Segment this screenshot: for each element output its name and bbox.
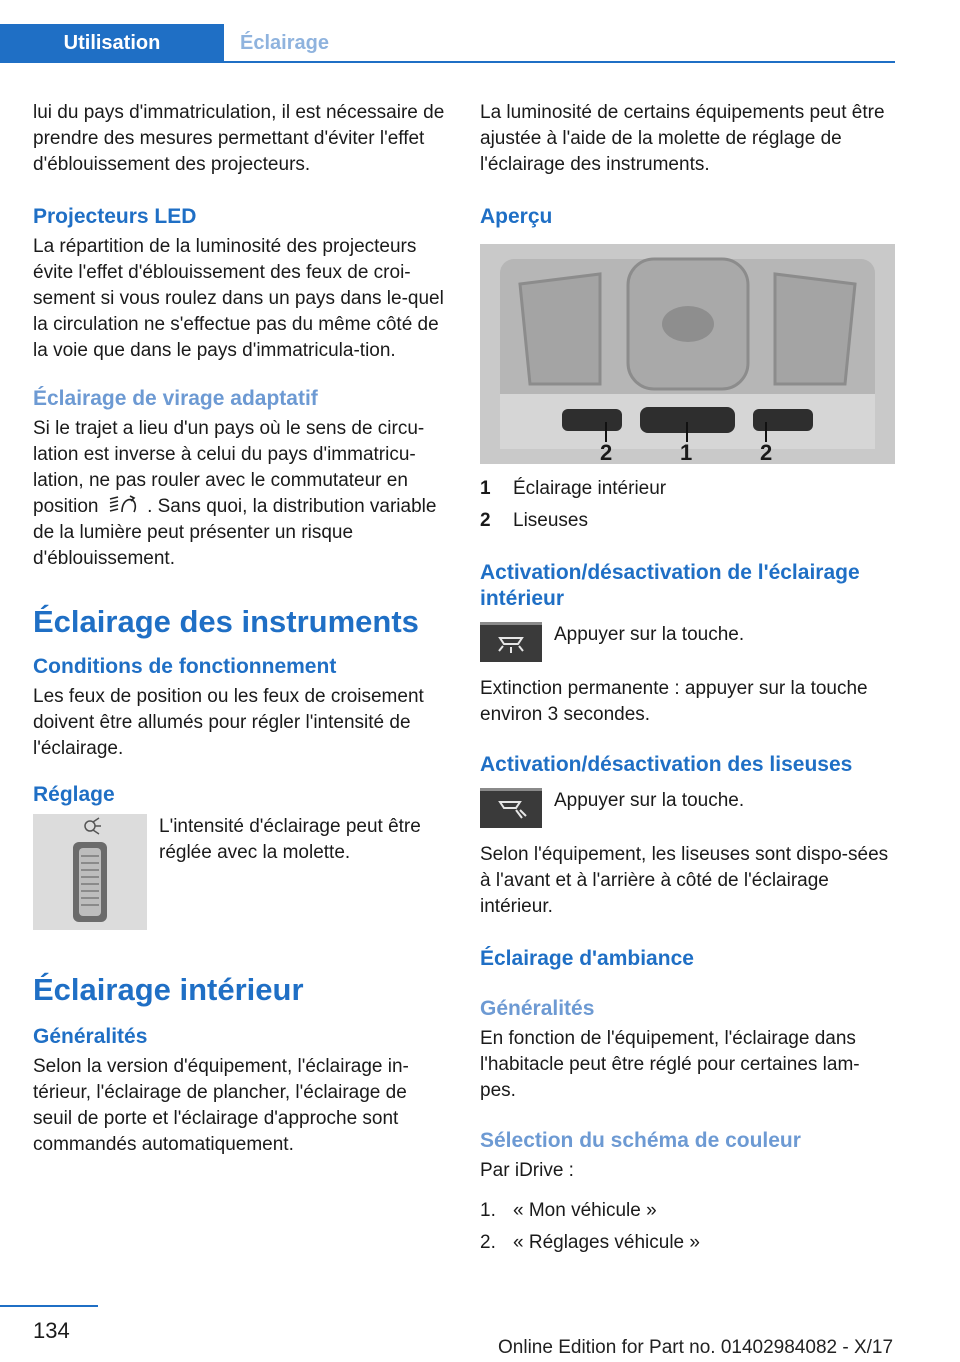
virage-text-after: . Sans quoi, la distribution variable de la lumière peut présenter un risque d'éblouissement. [33,496,437,569]
list-item [480,1230,895,1256]
schema-paragraph: Par iDrive : [480,1160,574,1181]
conditions-paragraph: Les feux de position ou les feux de croisement doivent être allumés pour régler l'intensité de l'éclairage. [33,686,424,759]
ambiance-title: Éclairage d'ambiance [480,947,694,970]
virage-text-before: Si le trajet a lieu d'un pays où le sens de circu-lation est inverse à celui du pays d'immatricu-lation, ne pas rouler avec le commutateur en position [33,418,425,517]
section-virage-title: Éclairage de virage adaptatif [33,387,318,410]
figure-label-1: 1 [680,440,693,465]
reglage-paragraph: L'intensité d'éclairage peut être réglée avec la molette. [159,816,421,863]
reglage-block [33,814,448,930]
schema-title: Sélection du schéma de couleur [480,1129,801,1152]
left-column [33,100,448,1158]
reglage-title: Réglage [33,783,115,806]
legend-item [480,508,895,534]
apercu-title: Aperçu [480,205,553,228]
watermark: Seite 134 [600,1320,643,1331]
brightness-paragraph: La luminosité de certains équipements peut être ajustée à l'aide de la molette de réglage de l'éclairage des instruments. [480,102,885,175]
ceiling-console-figure [480,244,895,464]
interior-light-button-icon [480,622,542,662]
list-text: « Mon véhicule » [513,1200,657,1221]
selon-paragraph: Selon l'équipement, les liseuses sont dispo-sées à l'avant et à l'arrière à côté de l'éclairage intérieur. [480,844,889,917]
list-text: « Réglages véhicule » [513,1232,700,1253]
extinction-paragraph: Extinction permanente : appuyer sur la touche environ 3 secondes. [480,678,868,725]
edition-footer: Online Edition for Part no. 01402984082 - X/17 [498,1337,894,1358]
activation-title: Activation/désactivation de l'éclairage intérieur [480,561,860,610]
legend-text: Liseuses [513,510,588,531]
legend-number: 1 [480,478,491,499]
virage-paragraph [33,416,448,572]
generalites-title: Généralités [33,1025,148,1048]
intro-paragraph: lui du pays d'immatriculation, il est nécessaire de prendre des mesures permettant d'éviter l'effet d'éblouissement des projecteurs. [33,102,445,175]
legend-number: 2 [480,510,491,531]
list-number: 2. [480,1232,496,1253]
legend-item [480,476,895,502]
header-divider [0,61,895,63]
liseuses-title: Activation/désactivation des liseuses [480,753,853,776]
adaptive-light-icon [104,494,142,516]
legend-text: Éclairage intérieur [513,478,667,499]
figure-label-2-right: 2 [760,440,773,465]
ambiance-generalites-paragraph: En fonction de l'équipement, l'éclairage dans l'habitacle peut être réglé pour certaines lam-pes. [480,1028,860,1101]
section-interieur-title: Éclairage intérieur [33,972,304,1007]
footer-divider [0,1305,98,1307]
ambiance-generalites-title: Généralités [480,997,595,1020]
page-number: 134 [33,1318,70,1343]
generalites-paragraph: Selon la version d'équipement, l'éclairage in-térieur, l'éclairage de plancher, l'éclairage de seuil de porte et l'éclairage d'approche sont commandés automatiquement. [33,1056,409,1155]
liseuses-block [480,788,895,828]
tab-utilisation[interactable]: Utilisation [0,24,224,62]
liseuses-paragraph: Appuyer sur la touche. [554,790,745,811]
section-led-title: Projecteurs LED [33,205,197,228]
led-paragraph: La répartition de la luminosité des projecteurs évite l'effet d'éblouissement des feux de croi-sement si vous roulez dans un pays dans le-quel la circulation ne s'effectue pas du même côté de la voie que dans le pays d'immatricula-tion. [33,236,444,361]
list-item [480,1198,895,1224]
list-number: 1. [480,1200,496,1221]
right-column [480,100,895,1256]
tab-eclairage[interactable]: Éclairage [240,31,329,54]
activation-block [480,622,895,662]
reading-light-button-icon [480,788,542,828]
activation-paragraph: Appuyer sur la touche. [554,624,745,645]
section-instruments-title: Éclairage des instruments [33,604,419,639]
page-header [0,0,895,64]
figure-label-2-left: 2 [600,440,613,465]
dimmer-wheel-image [33,814,147,930]
conditions-title: Conditions de fonctionnement [33,655,337,678]
